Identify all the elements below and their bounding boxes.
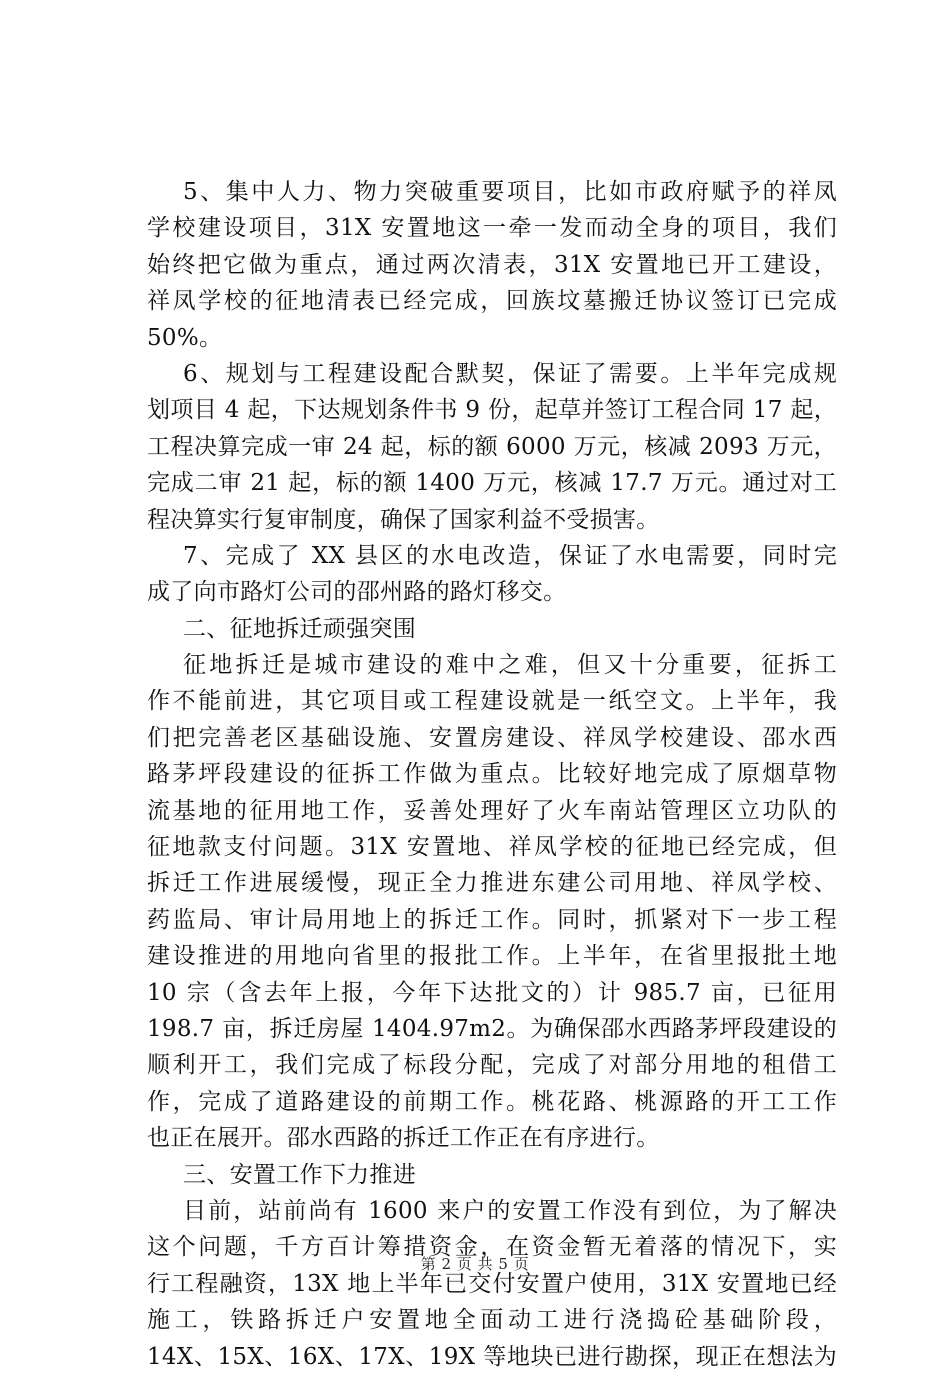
- paragraph-line: 路茅坪段建设的征拆工作做为重点。比较好地完成了原烟草物: [147, 761, 837, 788]
- paragraph-line: 作不能前进，其它项目或工程建设就是一纸空文。上半年，我: [147, 688, 837, 715]
- paragraph-line: 6、规划与工程建设配合默契，保证了需要。上半年完成规: [183, 360, 837, 387]
- document-body: [147, 174, 837, 1375]
- paragraph-line: 们把完善老区基础设施、安置房建设、祥凤学校建设、邵水西: [147, 724, 837, 751]
- paragraph-line: 建设推进的用地向省里的报批工作。上半年，在省里报批土地: [147, 943, 837, 970]
- section-heading: 二、征地拆迁顽强突围: [183, 615, 416, 642]
- paragraph-line: 也正在展开。邵水西路的拆迁工作正在有序进行。: [147, 1125, 660, 1152]
- paragraph-line: 14X、15X、16X、17X、19X 等地块已进行勘探，现正在想法为: [147, 1343, 837, 1370]
- paragraph-line: 流基地的征用地工作，妥善处理好了火车南站管理区立功队的: [147, 797, 837, 824]
- paragraph-line: 50%。: [147, 324, 223, 351]
- paragraph-line: 198.7 亩，拆迁房屋 1404.97m2。为确保邵水西路茅坪段建设的: [147, 1015, 837, 1042]
- paragraph-line: 工程决算完成一审 24 起，标的额 6000 万元，核减 2093 万元，: [147, 433, 837, 460]
- paragraph-line: 完成二审 21 起，标的额 1400 万元，核减 17.7 万元。通过对工: [147, 470, 837, 497]
- paragraph-line: 划项目 4 起，下达规划条件书 9 份，起草并签订工程合同 17 起，: [147, 397, 837, 424]
- paragraph-line: 作，完成了道路建设的前期工作。桃花路、桃源路的开工工作: [147, 1088, 837, 1115]
- page-footer: 第 2 页 共 5 页: [420, 1255, 530, 1273]
- paragraph-line: 这个问题，千方百计筹措资金，在资金暂无着落的情况下，实: [147, 1234, 837, 1261]
- paragraph-line: 祥凤学校的征地清表已经完成，回族坟墓搬迁协议签订已完成: [147, 288, 837, 315]
- paragraph-line: 程决算实行复审制度，确保了国家利益不受损害。: [147, 506, 660, 533]
- section-heading: 三、安置工作下力推进: [183, 1161, 416, 1188]
- paragraph-line: 7、完成了 XX 县区的水电改造，保证了水电需要，同时完: [183, 542, 837, 569]
- paragraph-line: 学校建设项目，31X 安置地这一牵一发而动全身的项目，我们: [147, 215, 837, 242]
- paragraph-line: 拆迁工作进展缓慢，现正全力推进东建公司用地、祥凤学校、: [147, 870, 837, 897]
- paragraph-line: 10 宗（含去年上报，今年下达批文的）计 985.7 亩，已征用: [147, 979, 837, 1006]
- paragraph-line: 顺利开工，我们完成了标段分配，完成了对部分用地的租借工: [147, 1052, 837, 1079]
- paragraph-line: 征地拆迁是城市建设的难中之难，但又十分重要，征拆工: [183, 652, 837, 679]
- paragraph-line: 始终把它做为重点，通过两次清表，31X 安置地已开工建设，: [147, 251, 837, 278]
- paragraph-line: 成了向市路灯公司的邵州路的路灯移交。: [147, 579, 567, 606]
- paragraph-line: 行工程融资，13X 地上半年已交付安置户使用，31X 安置地已经: [147, 1270, 837, 1297]
- paragraph-line: 目前，站前尚有 1600 来户的安置工作没有到位，为了解决: [183, 1197, 837, 1224]
- paragraph-line: 5、集中人力、物力突破重要项目，比如市政府赋予的祥凤: [183, 179, 837, 205]
- paragraph-line: 施工，铁路拆迁户安置地全面动工进行浇捣砼基础阶段，: [147, 1307, 837, 1334]
- paragraph-line: 征地款支付问题。31X 安置地、祥凤学校的征地已经完成，但: [147, 834, 837, 861]
- paragraph-line: 药监局、审计局用地上的拆迁工作。同时，抓紧对下一步工程: [147, 906, 837, 933]
